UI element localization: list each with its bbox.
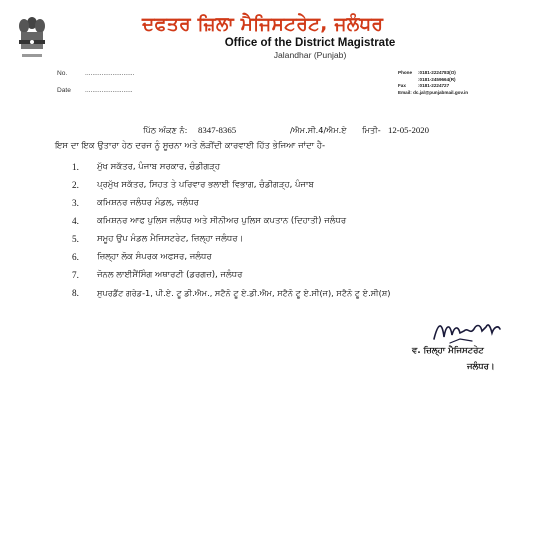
fax-number: :0181-2224727 — [418, 83, 450, 89]
letter-date-row — [57, 87, 134, 104]
item-number: 3. — [72, 198, 79, 208]
list-item — [72, 252, 542, 270]
office-title-punjabi: ਦਫਤਰ ਜ਼ਿਲਾ ਮੈਜਿਸਟਰੇਟ, ਜਲੰਧਰ — [142, 14, 384, 35]
letter-meta — [57, 70, 134, 104]
office-location: Jalandhar (Punjab) — [273, 50, 347, 60]
recipient-list — [72, 162, 542, 306]
list-item — [72, 162, 542, 180]
phone-row — [398, 70, 548, 77]
office-title-english: Office of the District Magistrate — [224, 37, 396, 49]
branch-code: /ਐਮ.ਸੀ.4/ਐਮ.ਏ — [290, 125, 347, 135]
fax-row — [398, 83, 548, 90]
item-number: 7. — [72, 270, 79, 280]
signatory-designation: ਵ. ਜ਼ਿਲ੍ਹਾ ਮੈਜਿਸਟਰੇਟ — [412, 346, 484, 356]
item-text: ਮੁੱਖ ਸਕੱਤਰ, ਪੰਜਾਬ ਸਰਕਾਰ, ਚੰਡੀਗੜ੍ਹ — [97, 162, 221, 172]
item-number: 2. — [72, 180, 79, 190]
list-item — [72, 216, 542, 234]
list-item — [72, 180, 542, 198]
phone-row-2 — [398, 77, 548, 84]
item-text: ਕਮਿਸ਼ਨਰ ਜਲੰਧਰ ਮੰਡਲ, ਜਲੰਧਰ — [97, 198, 199, 208]
date-label: ਮਿਤੀ- — [362, 125, 381, 135]
endorsement-number: 8347-8365 — [198, 125, 237, 135]
item-number: 4. — [72, 216, 79, 226]
endorsement-label: ਪਿੱਠ ਅੰਕਣ ਨੰ: — [143, 125, 188, 135]
email-row — [398, 90, 548, 97]
item-number: 5. — [72, 234, 79, 244]
list-item — [72, 234, 542, 252]
letter-number-row — [57, 70, 134, 87]
handwritten-signature — [430, 313, 502, 347]
item-text: ਕਮਿਸ਼ਨਰ ਆਫ ਪੁਲਿਸ ਜਲੰਧਰ ਅਤੇ ਸੀਨੀਅਰ ਪੁਲਿਸ ਕਪਤਾਨ (ਦਿਹਾਤੀ) ਜਲੰਧਰ — [97, 216, 347, 226]
letter-date-label: Date — [57, 87, 71, 94]
letter-number-value: ........................... — [85, 70, 135, 77]
item-text: ਸੁਪਰਡੈਂਟ ਗਰੇਡ-1, ਪੀ.ਏ. ਟੂ ਡੀ.ਐਮ., ਸਟੈਨੋ ਟੂ ਏ.ਡੀ.ਐਮ, ਸਟੈਨੋ ਟੂ ਏ.ਸੀ(ਜ), ਸਟੈਨੋ ਟੂ ਏ.ਸੀ(ਸ਼) — [97, 288, 391, 298]
item-text: ਪ੍ਰਮੁੱਖ ਸਕੱਤਰ, ਸਿਹਤ ਤੇ ਪਰਿਵਾਰ ਭਲਾਈ ਵਿਭਾਗ, ਚੰਡੀਗੜ੍ਹ, ਪੰਜਾਬ — [97, 180, 314, 190]
phone-label: Phone — [398, 70, 413, 75]
item-text: ਸਮੂਹ ਉਪ ਮੰਡਲ ਮੈਜਿਸਟਰੇਟ, ਜ਼ਿਲ੍ਹਾ ਜਲੰਧਰ। — [97, 234, 244, 244]
phone-office: :0181-2224783(O) — [418, 70, 456, 75]
list-item — [72, 270, 542, 288]
list-item — [72, 198, 542, 216]
letter-number-label: No. — [57, 70, 68, 77]
signatory-place: ਜਲੰਧਰ। — [467, 362, 495, 372]
intro-text: ਇਸ ਦਾ ਇਕ ਉਤਾਰਾ ਹੇਠ ਦਰਜ ਨੂੰ ਸੂਚਨਾ ਅਤੇ ਲੋੜੀਂਦੀ ਕਾਰਵਾਈ ਹਿੱਤ ਭੇਜਿਆ ਜਾਂਦਾ ਹੈ- — [55, 141, 326, 151]
endorsement-date: 12-05-2020 — [388, 125, 430, 135]
item-text: ਜ਼ਿਲ੍ਹਾ ਲੋਕ ਸੰਪਰਕ ਅਫਸਰ, ਜਲੰਧਰ — [97, 252, 212, 262]
item-number: 8. — [72, 288, 79, 298]
endorsement-line — [0, 125, 554, 137]
list-item — [72, 288, 542, 306]
item-number: 1. — [72, 162, 79, 172]
item-number: 6. — [72, 252, 79, 262]
phone-residence: :0181-2459664(R) — [418, 76, 456, 82]
email-label: Email: — [398, 89, 412, 95]
item-text: ਜੋਨਲ ਲਾਈਸੈਂਸਿੰਗ ਅਥਾਰਟੀ (ਡਰਗਜ਼), ਜਲੰਧਰ — [97, 270, 243, 280]
contact-details — [398, 70, 548, 96]
letter-date-value: .......................... — [85, 87, 133, 94]
ashoka-emblem-icon — [15, 14, 49, 62]
email-address: dc.jal@punjabmail.gov.in — [413, 89, 469, 95]
fax-label: Fax — [398, 83, 406, 89]
